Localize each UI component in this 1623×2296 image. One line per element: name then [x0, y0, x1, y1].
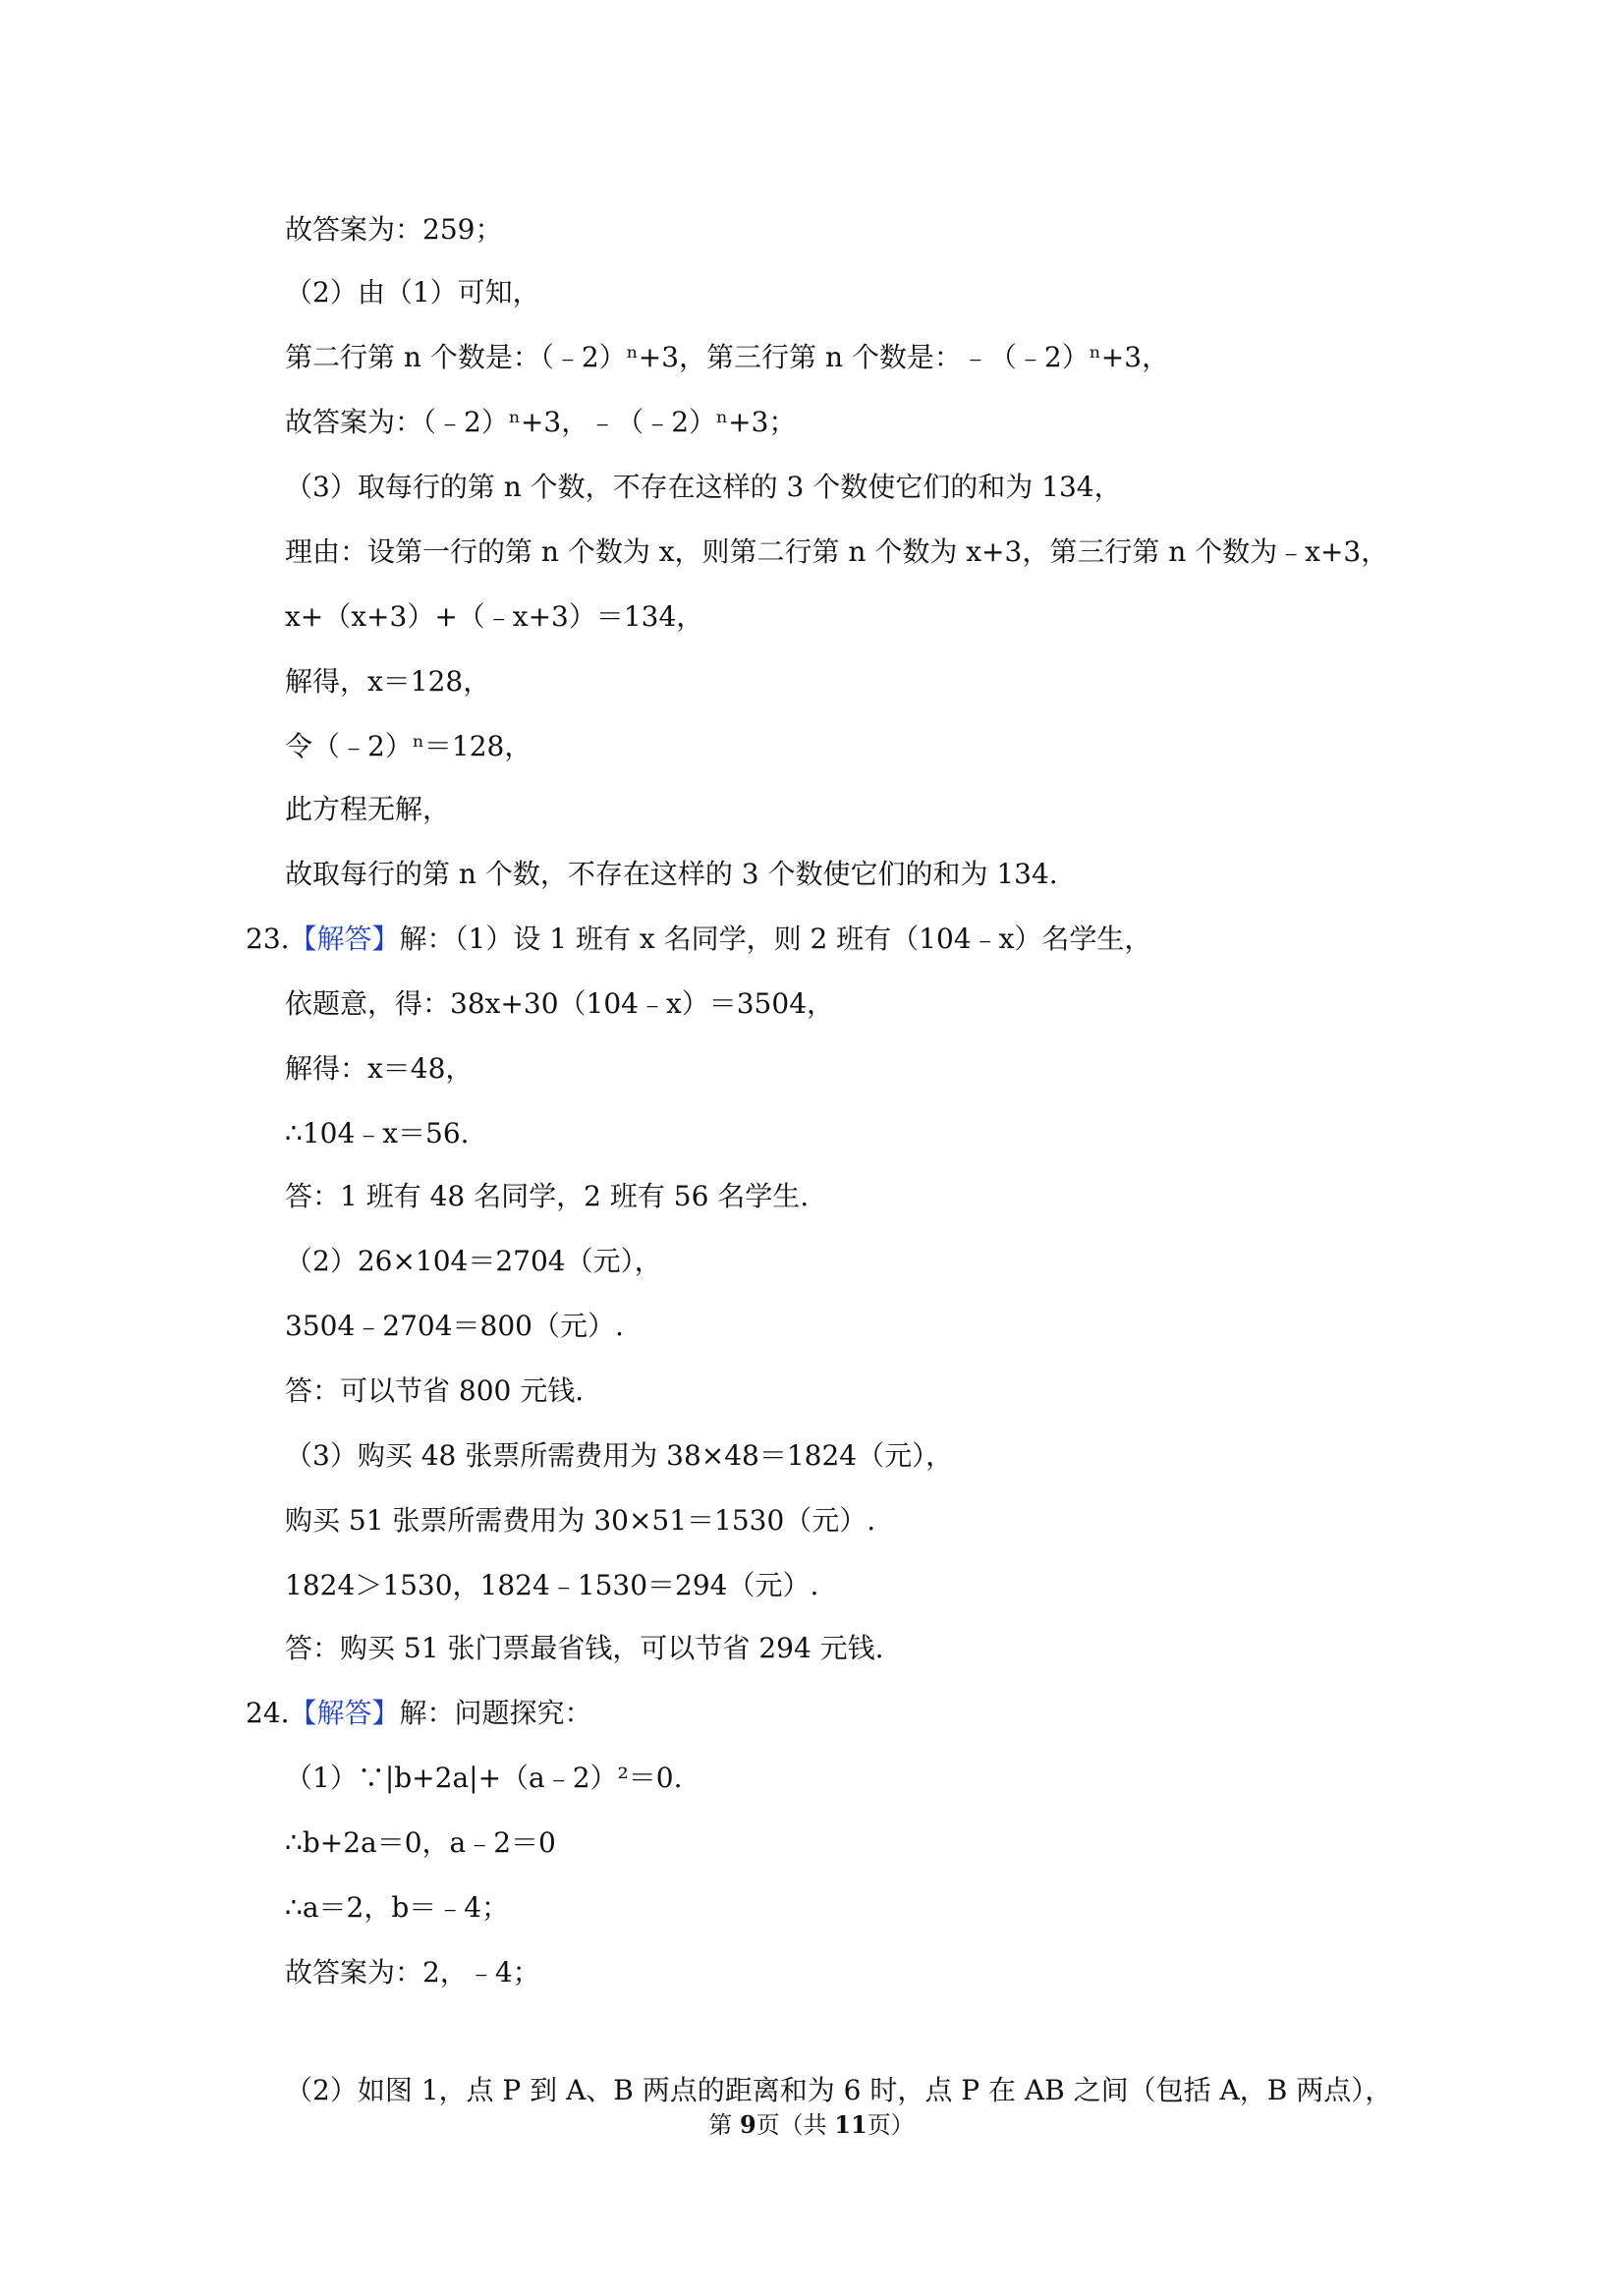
page-total: 11: [834, 2110, 867, 2139]
text-line: （2）如图 1，点 P 到 A、B 两点的距离和为 6 时，点 P 在 AB 之间（包括 A，B 两点），: [285, 2074, 1393, 2106]
text-line: 答：1 班有 48 名同学，2 班有 56 名学生.: [285, 1180, 810, 1212]
text-line: 故取每行的第 n 个数，不存在这样的 3 个数使它们的和为 134.: [285, 858, 1058, 890]
footer-suffix: 页）: [867, 2111, 915, 2139]
text-line: （2）由（1）可知，: [285, 276, 540, 308]
text-line: （2）26×104＝2704（元），: [285, 1245, 662, 1277]
footer-prefix: 第: [708, 2111, 740, 2139]
text-line: ∴a＝2，b＝﹣4；: [285, 1891, 510, 1924]
text-line: ∴b+2a＝0，a﹣2＝0: [285, 1826, 556, 1859]
text-line: 故答案为：（﹣2）ⁿ+3，﹣（﹣2）ⁿ+3；: [285, 406, 797, 438]
text-line: 3504﹣2704＝800（元）.: [285, 1310, 624, 1342]
text-line: 此方程无解，: [285, 793, 451, 825]
text-line: 故答案为：2，﹣4；: [285, 1956, 540, 1988]
text-line: 解得，x＝128，: [285, 665, 491, 698]
page-number: 9: [739, 2110, 756, 2139]
text-line: 答：可以节省 800 元钱.: [285, 1374, 585, 1407]
question-number: 24.: [246, 1697, 290, 1729]
footer-middle: 页（共: [756, 2111, 835, 2139]
question-24-heading: [246, 1696, 592, 1731]
answer-tag: 【解答】: [289, 1697, 400, 1729]
page-footer: [0, 2110, 1623, 2140]
question-number: 23.: [246, 923, 290, 955]
question-text: 解：问题探究：: [399, 1697, 592, 1729]
text-line: （1）∵|b+2a|+（a﹣2）²＝0.: [285, 1762, 683, 1794]
answer-tag: 【解答】: [289, 923, 400, 955]
text-line: 理由：设第一行的第 n 个数为 x，则第二行第 n 个数为 x+3，第三行第 n 个数为﹣x+3，: [285, 535, 1389, 568]
text-line: 令（﹣2）ⁿ＝128，: [285, 730, 532, 762]
text-line: 购买 51 张票所需费用为 30×51＝1530（元）.: [285, 1504, 876, 1537]
text-line: ∴104﹣x＝56.: [285, 1117, 470, 1149]
text-line: 解得：x＝48，: [285, 1052, 474, 1085]
text-line: 1824＞1530，1824﹣1530＝294（元）.: [285, 1569, 819, 1601]
text-line: 答：购买 51 张门票最省钱，可以节省 294 元钱.: [285, 1632, 884, 1664]
question-text: 解：（1）设 1 班有 x 名同学，则 2 班有（104﹣x）名学生，: [399, 923, 1152, 955]
text-line: x+（x+3）+（﹣x+3）＝134，: [285, 600, 704, 633]
question-23-heading: [246, 922, 1151, 957]
text-line: 第二行第 n 个数是：（﹣2）ⁿ+3，第三行第 n 个数是：﹣（﹣2）ⁿ+3，: [285, 341, 1170, 373]
text-line: （3）购买 48 张票所需费用为 38×48＝1824（元），: [285, 1439, 954, 1472]
text-line: 依题意，得：38x+30（104﹣x）＝3504，: [285, 987, 835, 1020]
text-line: （3）取每行的第 n 个数，不存在这样的 3 个数使它们的和为 134，: [285, 471, 1122, 503]
text-line: 故答案为：259；: [285, 213, 503, 246]
